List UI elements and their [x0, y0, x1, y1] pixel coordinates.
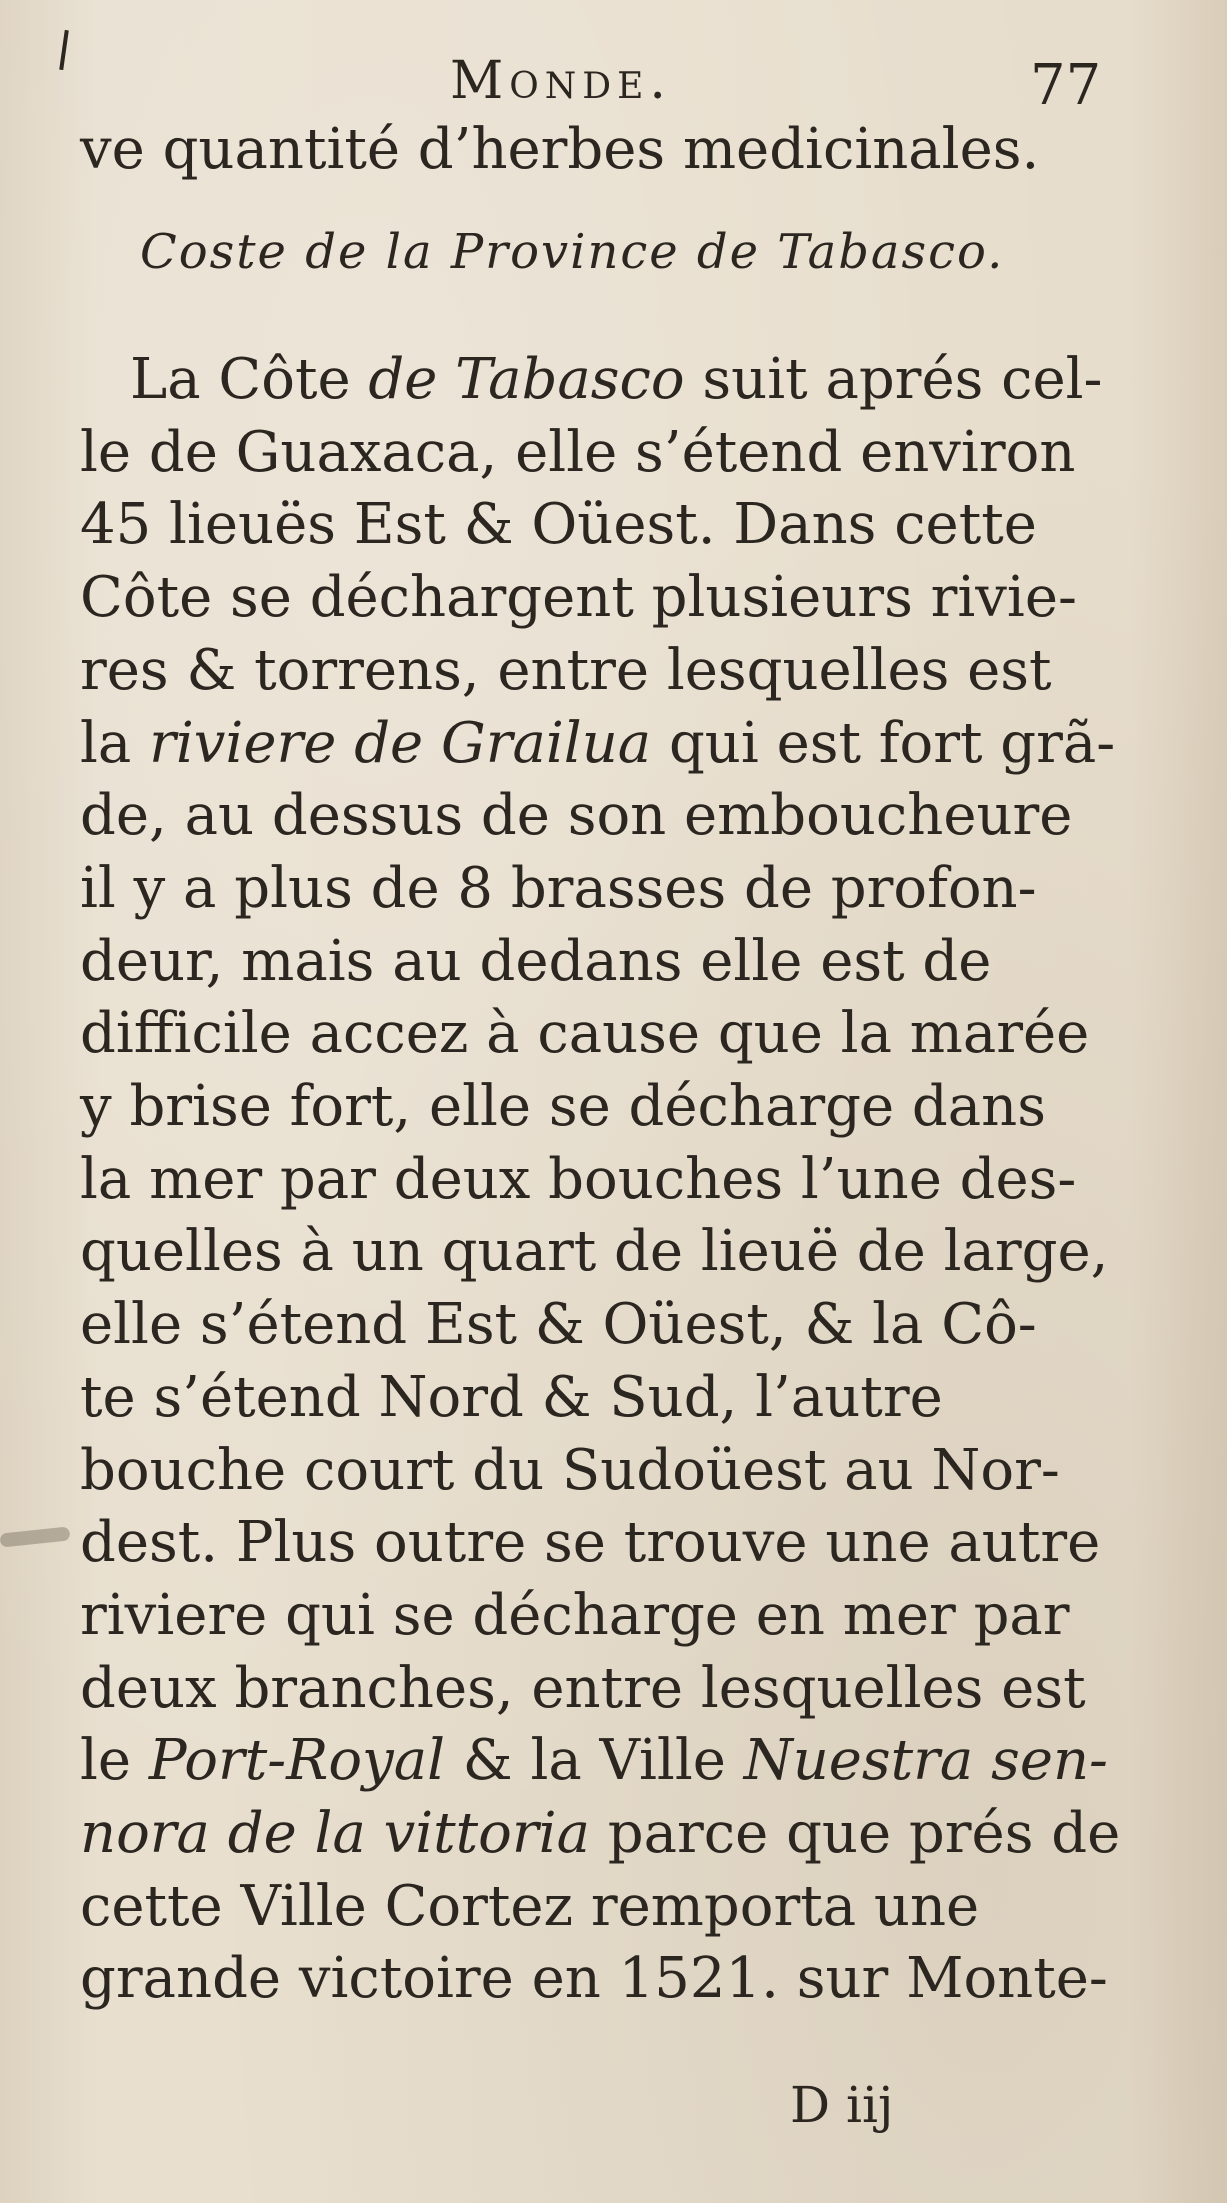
text-segment: cette Ville Cortez remporta une: [80, 1873, 980, 1939]
text-segment: Côte se déchargent plusieurs rivie-: [80, 565, 1077, 631]
italic-segment: de Tabasco: [368, 347, 685, 412]
text-line: [80, 419, 1076, 485]
text-segment: res & torrens, entre lesquelles est: [80, 637, 1052, 703]
text-segment: y brise fort, elle se décharge dans: [80, 1074, 1046, 1139]
text-line: [80, 1946, 1108, 2012]
text-line: [80, 1364, 943, 1430]
text-segment: dest. Plus outre se trouve une autre: [80, 1510, 1101, 1576]
text-line: [80, 710, 1116, 776]
text-segment: de, au dessus de son emboucheure: [80, 783, 1073, 849]
text-line: [80, 928, 992, 994]
italic-segment: Nuestra sen-: [743, 1728, 1108, 1794]
text-line: [80, 1801, 1121, 1866]
section-heading: Coste de la Province de Tabasco.: [140, 224, 1005, 280]
text-line: [80, 783, 1073, 849]
text-line: [80, 1074, 1046, 1139]
italic-segment: nora de la vittoria: [80, 1801, 590, 1866]
text-segment: grande victoire en 1521. sur Monte-: [80, 1946, 1108, 2012]
text-line: [80, 1146, 1077, 1212]
text-segment: suit aprés cel-: [684, 347, 1103, 412]
text-segment: elle s’étend Est & Oüest, & la Cô-: [80, 1292, 1037, 1358]
text-segment: La Côte: [130, 347, 369, 412]
text-line: [80, 565, 1077, 631]
text-segment: parce que prés de: [589, 1801, 1121, 1866]
signature-mark: D iij: [790, 2076, 894, 2134]
text-segment: il y a plus de 8 brasses de profon-: [80, 855, 1037, 921]
page-smudge: [0, 1526, 71, 1547]
italic-segment: Port-Royal: [148, 1728, 445, 1794]
text-segment: la mer par deux bouches l’une des-: [80, 1146, 1077, 1212]
italic-segment: riviere de Grailua: [149, 710, 652, 776]
text-line: [130, 347, 1103, 412]
text-line: [80, 1655, 1086, 1721]
text-line: [80, 637, 1052, 703]
text-line: [80, 1001, 1090, 1067]
text-segment: le: [80, 1728, 149, 1794]
running-head: Monde.: [450, 51, 672, 111]
text-segment: & la Ville: [445, 1728, 744, 1794]
text-segment: deur, mais au dedans elle est de: [80, 928, 992, 994]
text-segment: 45 lieuës Est & Oüest. Dans cette: [80, 492, 1037, 558]
text-segment: bouche court du Sudoüest au Nor-: [80, 1437, 1060, 1503]
text-line: [80, 1219, 1109, 1285]
text-segment: difficile accez à cause que la marée: [80, 1001, 1090, 1067]
text-line: [80, 1728, 1108, 1794]
text-segment: la: [80, 710, 150, 776]
text-segment: deux branches, entre lesquelles est: [80, 1655, 1086, 1721]
text-line: [80, 1873, 980, 1939]
text-segment: qui est fort grã-: [651, 710, 1116, 776]
text-line: [80, 1510, 1101, 1576]
ink-mark: [59, 30, 69, 70]
text-line-continuation: ve quantité d’herbes medicinales.: [80, 117, 1040, 182]
text-line: [80, 1292, 1037, 1358]
text-segment: riviere qui se décharge en mer par: [80, 1582, 1070, 1648]
text-segment: quelles à un quart de lieuë de large,: [80, 1219, 1109, 1285]
text-segment: te s’étend Nord & Sud, l’autre: [80, 1364, 943, 1430]
text-line: [80, 492, 1037, 558]
page-number: 77: [1030, 53, 1102, 118]
text-segment: le de Guaxaca, elle s’étend environ: [80, 419, 1076, 485]
text-line: [80, 1437, 1060, 1503]
text-line: [80, 1582, 1070, 1648]
text-line: [80, 855, 1037, 921]
